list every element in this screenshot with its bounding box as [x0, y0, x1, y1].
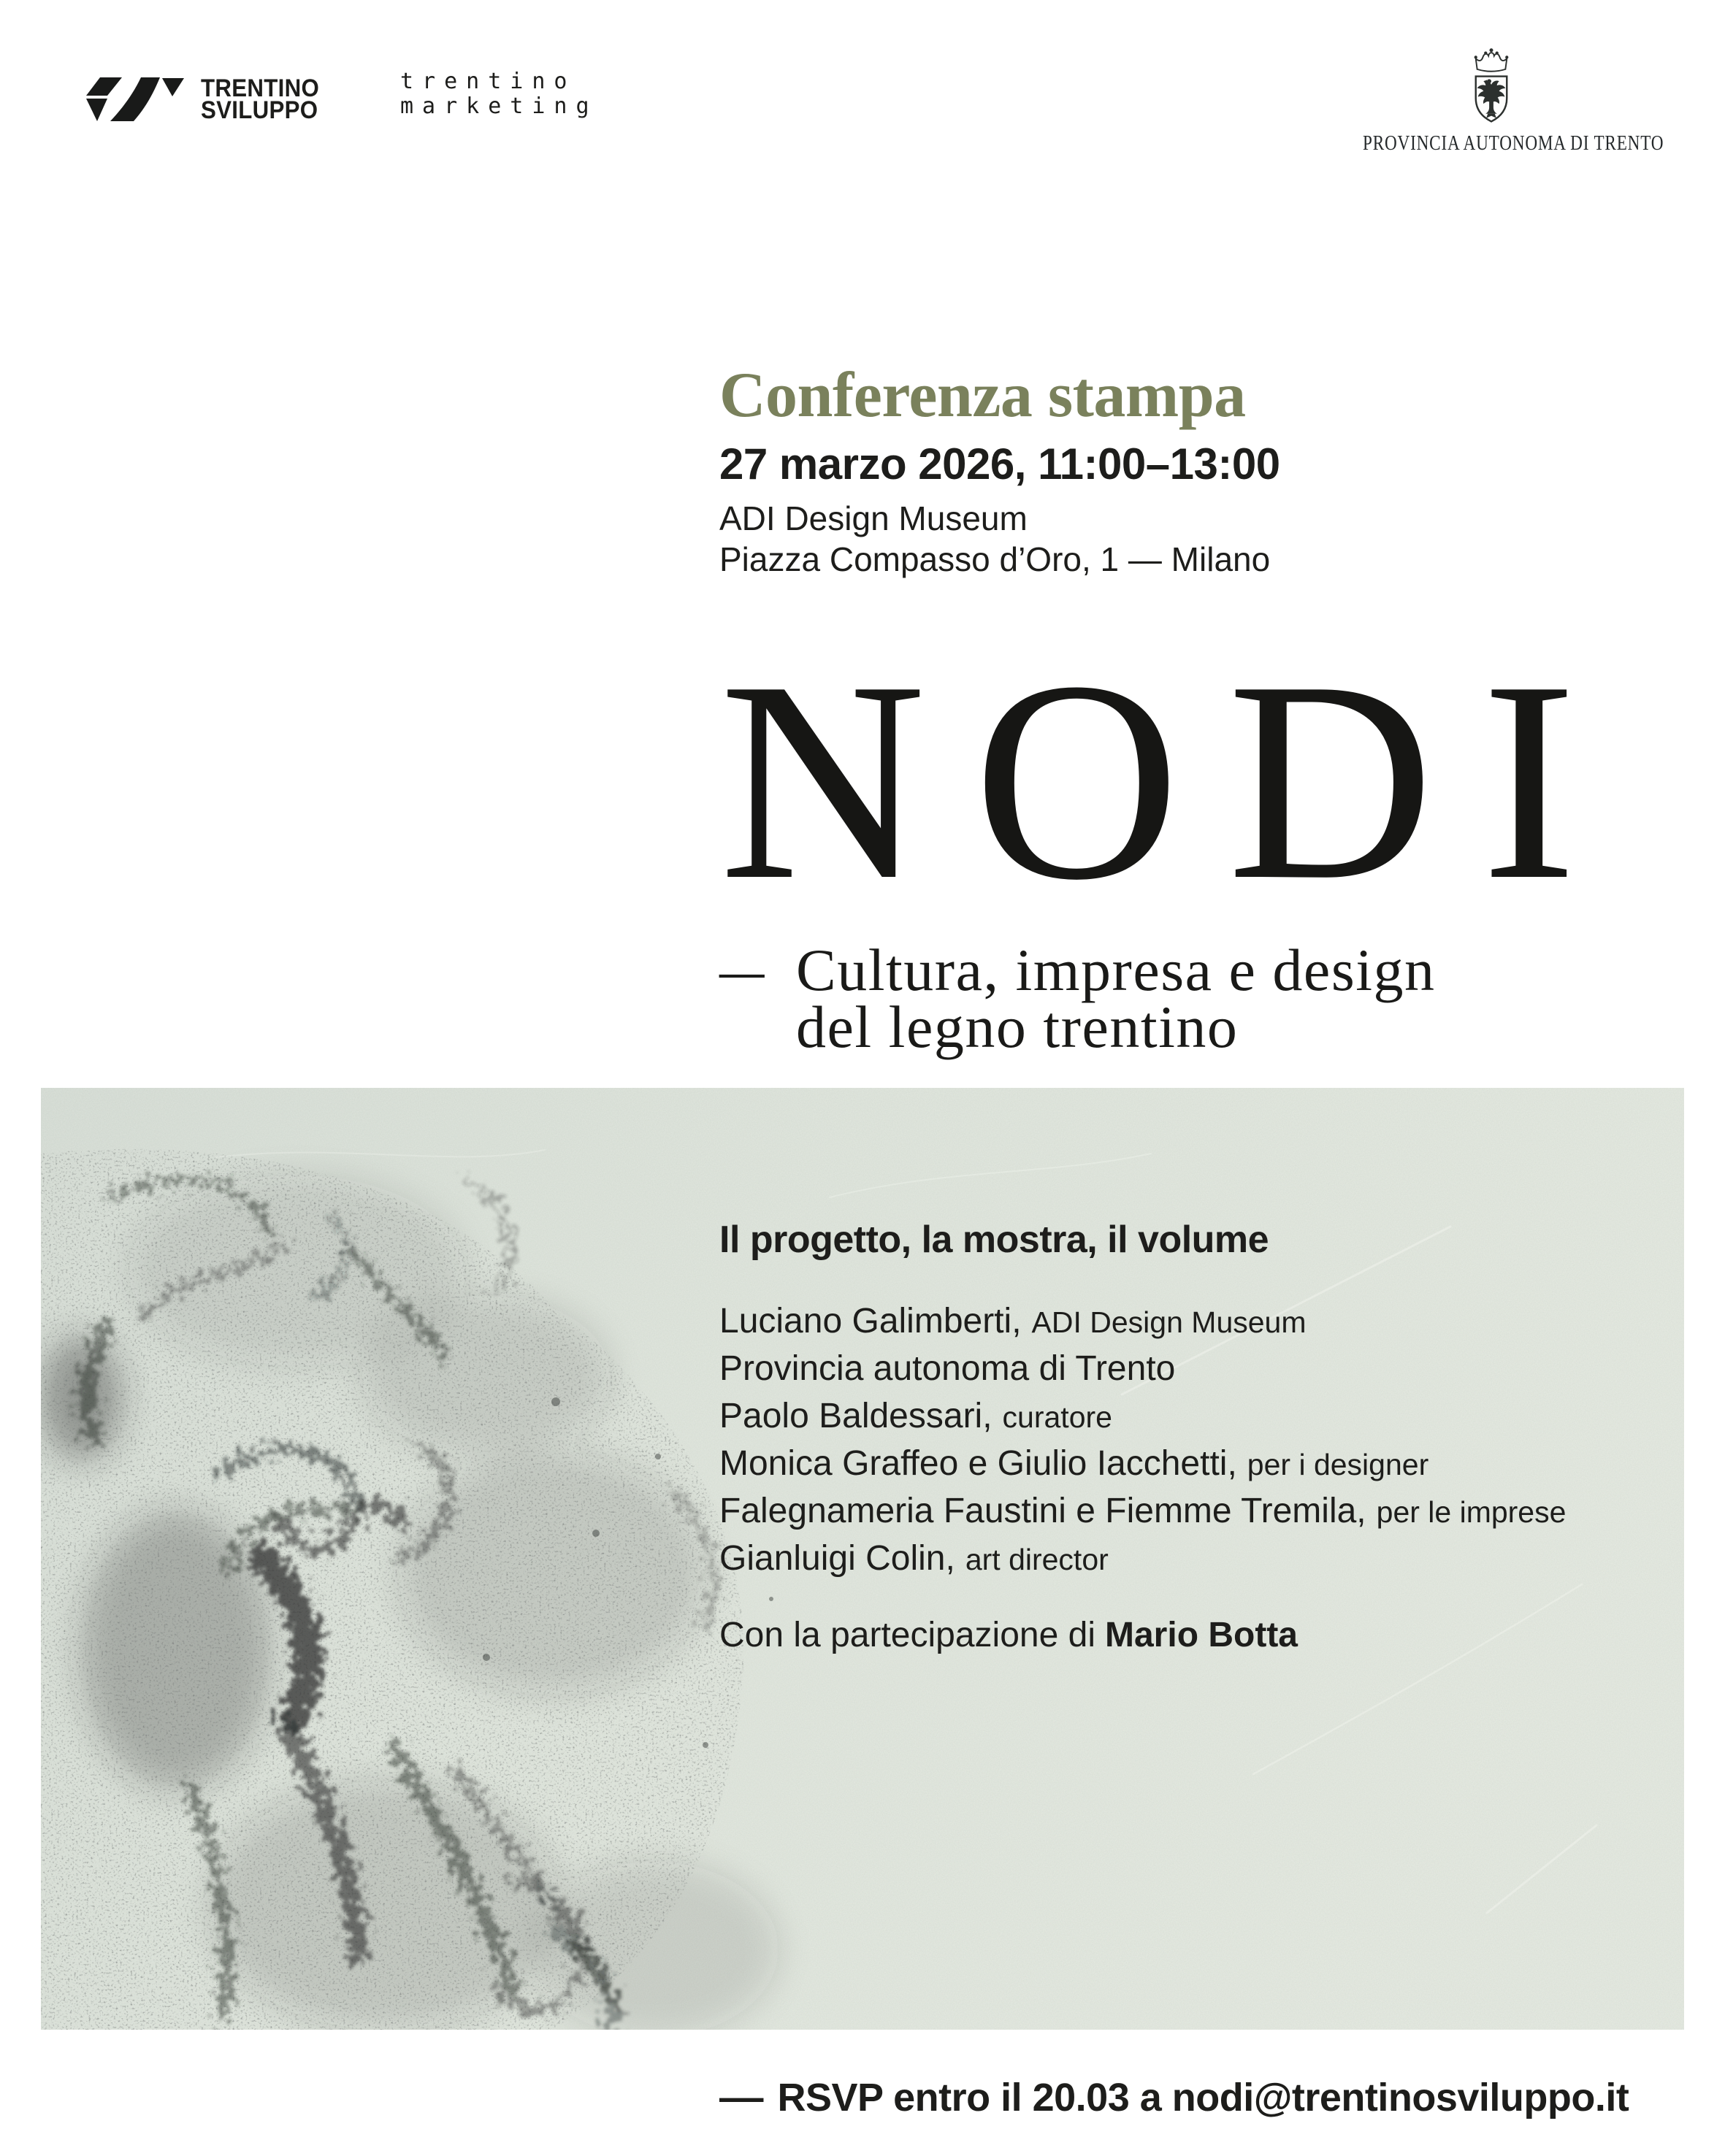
trentino-sviluppo-mark-icon	[84, 75, 185, 123]
trentino-sviluppo-wordmark	[201, 74, 320, 124]
speaker-name: Gianluigi Colin,	[719, 1539, 955, 1578]
participation-prefix: Con la partecipazione di	[719, 1616, 1095, 1654]
subtitle-dash: —	[719, 937, 765, 1003]
speaker-role: art director	[965, 1543, 1109, 1576]
provincia-label: PROVINCIA AUTONOMA DI TRENTO	[1363, 131, 1664, 155]
trentino-marketing-line2: marketing	[400, 93, 598, 119]
speaker-name: Luciano Galimberti,	[719, 1302, 1022, 1340]
speaker-role: per le imprese	[1376, 1495, 1567, 1529]
speaker-row	[719, 1488, 1669, 1535]
event-subtitle-line1: Cultura, impresa e design	[796, 937, 1436, 1003]
speaker-row	[719, 1535, 1669, 1583]
provincia-autonoma-logo	[1331, 47, 1664, 156]
event-datetime: 27 marzo 2026, 11:00–13:00	[719, 440, 1280, 488]
participation-line	[719, 1615, 1669, 1655]
rsvp-text: RSVP entro il 20.03 a nodi@trentinosviluppo.it	[777, 2076, 1629, 2119]
event-subtitle-line2: del legno trentino	[796, 994, 1239, 1060]
trentino-sviluppo-logo	[84, 75, 329, 123]
trentino-sviluppo-line2: SVILUPPO	[201, 96, 318, 124]
speaker-row	[719, 1346, 1669, 1393]
speaker-name: Monica Graffeo e Giulio Iacchetti,	[719, 1444, 1237, 1483]
event-venue-block	[719, 498, 1270, 580]
speaker-name: Falegnameria Faustini e Fiemme Tremila,	[719, 1492, 1366, 1530]
speaker-row	[719, 1440, 1669, 1488]
trentino-sviluppo-line1: TRENTINO	[201, 74, 320, 102]
participation-name: Mario Botta	[1105, 1616, 1298, 1654]
speaker-name: Provincia autonoma di Trento	[719, 1349, 1176, 1388]
rsvp-line	[719, 2075, 1629, 2120]
provincia-crest-icon	[1470, 47, 1512, 128]
event-address: Piazza Compasso d’Oro, 1 — Milano	[719, 540, 1271, 578]
event-kicker: Conferenza stampa	[719, 360, 1246, 431]
trentino-marketing-line1: trentino	[400, 69, 576, 94]
event-subtitle	[796, 937, 1436, 1060]
event-venue: ADI Design Museum	[719, 499, 1028, 537]
rsvp-dash: —	[719, 2076, 763, 2119]
speaker-name: Paolo Baldessari,	[719, 1397, 992, 1435]
program-heading: Il progetto, la mostra, il volume	[719, 1219, 1269, 1261]
speaker-role: ADI Design Museum	[1031, 1305, 1307, 1339]
speaker-role: curatore	[1002, 1400, 1112, 1434]
speaker-role: per i designer	[1247, 1448, 1429, 1481]
trentino-marketing-logo	[400, 69, 598, 119]
event-title: NODI	[719, 622, 1624, 939]
speaker-row	[719, 1393, 1669, 1440]
speaker-row	[719, 1298, 1669, 1346]
paper-texture-image	[41, 1088, 1684, 2030]
program-section	[719, 1218, 1669, 1655]
